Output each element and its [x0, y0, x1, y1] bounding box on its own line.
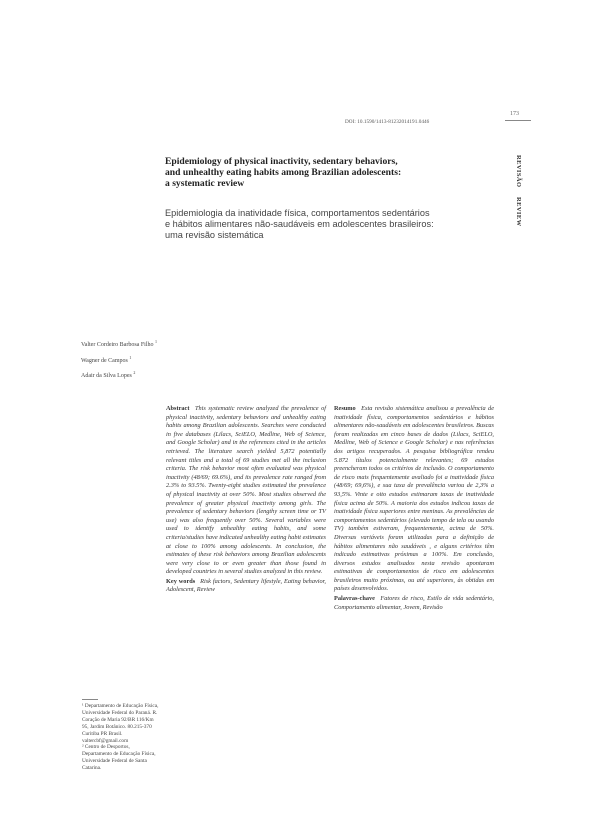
abstract-portuguese [334, 405, 494, 612]
abstract-english [166, 405, 326, 595]
abstract-text: This systematic review analyzed the prevalence of physical inactivity, sedentary behaviors and unhealthy eating habits among Brazilian adolescents. Searches were conducted in five databases (Lilacs, SciELO, Medline, Web of Science, and Google Scholar) and in the references cited in the articles retrieved. The literature search yielded 5,872 potentially relevant titles and a total of 69 studies met all the inclusion criteria. The risk behavior most often evaluated was physical inactivity (48/69; 69.6%), and its prevalence rate ranged from 2.3% to 93.5%. Twenty-eight studies estimated the prevalence of physical inactivity at over 50%. Most studies observed the prevalence of greater physical inactivity among girls. The prevalence of sedentary behaviors (lengthy screen time or TV use) was also frequently over 50%. Several variables were used to identify unhealthy eating habits, and some criteria/studies have indicated unhealthy eating habit estimates at close to 100% among adolescents. In conclusion, the estimates of these risk behaviors among Brazilian adolescents were very close to or even greater than those found in developed countries in several studies analyzed in this review. [166, 405, 327, 576]
header-rule [505, 120, 531, 121]
footnote-rule [82, 699, 98, 700]
title-en-line: Epidemiology of physical inactivity, sedentary behaviors, [165, 156, 398, 167]
affiliations [82, 703, 160, 772]
section-label-pt: REVISÃO [515, 155, 522, 188]
title-pt-line: uma revisão sistemática [165, 230, 264, 240]
title-pt-line: e hábitos alimentares não-saudáveis em adolescentes brasileiros: [165, 219, 434, 229]
palavras-chave-heading: Palavras-chave [334, 595, 375, 603]
author: Wagner de Campos $^1$ [81, 354, 132, 364]
resumo-heading: Resumo [334, 405, 356, 412]
abstract-heading: Abstract [166, 405, 190, 412]
section-label [512, 155, 522, 235]
keywords-portuguese [334, 595, 494, 612]
affiliation: ² Centro de Desportos, Departamento de Educação Física, Universidade Federal de Santa Catarina. [82, 744, 156, 772]
affiliation: ¹ Departamento de Educação Física, Universidade Federal do Paraná. R. Coração de Maria 92/BR 116/Km 95, Jardim Botânico. 80.215-370 Curitiba PR Brasil. valtercbf@gmail.com [82, 703, 159, 744]
keywords-heading: Key words [166, 577, 196, 585]
section-label-en: REVIEW [515, 197, 522, 227]
page-number: 173 [510, 111, 519, 117]
palavras-chave-text: Fatores de risco, Estilo de vida sedentário, Comportamento alimentar, Jovem, Revisão [334, 595, 494, 611]
title-pt-line: Epidemiologia da inatividade física, comportamentos sedentários [165, 208, 430, 218]
doi: DOI: 10.1590/1413-81232014191.0446 [345, 119, 430, 125]
author: Adair da Silva Lopes $^2$ [81, 370, 136, 379]
keywords-text: Risk factors, Sedentary lifestyle, Eating behavior, Adolescent, Review [166, 577, 326, 594]
title-portuguese [165, 208, 495, 241]
title-english [165, 156, 485, 189]
keywords-english [166, 578, 326, 595]
author-list [81, 336, 157, 383]
title-en-line: a systematic review [165, 178, 245, 189]
author: Valter Cordeiro Barbosa Filho $^1$ [81, 339, 157, 348]
resumo-text: Esta revisão sistemática analisou a prevalência de inatividade física, comportamentos sedentários e hábitos alimentares não-saudáveis em adolescentes brasileiros. Buscas foram realizadas em cinco bases de dados (Lilacs, SciELO, Medline, Web of Science e Google Scholar) e nas referências dos artigos recuperados. A pesquisa bibliográfica rendeu 5.872 títulos potencialmente relevantes; 69 estudos preencheram todos os critérios de inclusão. O comportamento de risco mais frequentemente avaliado foi a inatividade física (48/69; 69,6%), e sua taxa de prevalência variou de 2,3% a 93,5%. Vinte e oito estudos estimaram taxas de inatividade física acima de 50%. A maioria dos estudos indicou taxas de inatividade física superiores entre meninas. As prevalências de comportamentos sedentários (elevado tempo de tela ou usando TV) também estiveram, frequentemente, acima de 50%. Diversas variáveis foram utilizadas para a definição de hábitos alimentares não saudáveis , e alguns critérios têm indicado estimativas próximas a 100%. Em conclusão, diversos estudos analisados nesta revisão apontaram estimativas de comportamentos de risco em adolescentes brasileiros muito próximas, ou até superiores, às obtidas em países desenvolvidos. [334, 405, 494, 593]
title-en-line: and unhealthy eating habits among Brazilian adolescents: [165, 167, 402, 178]
